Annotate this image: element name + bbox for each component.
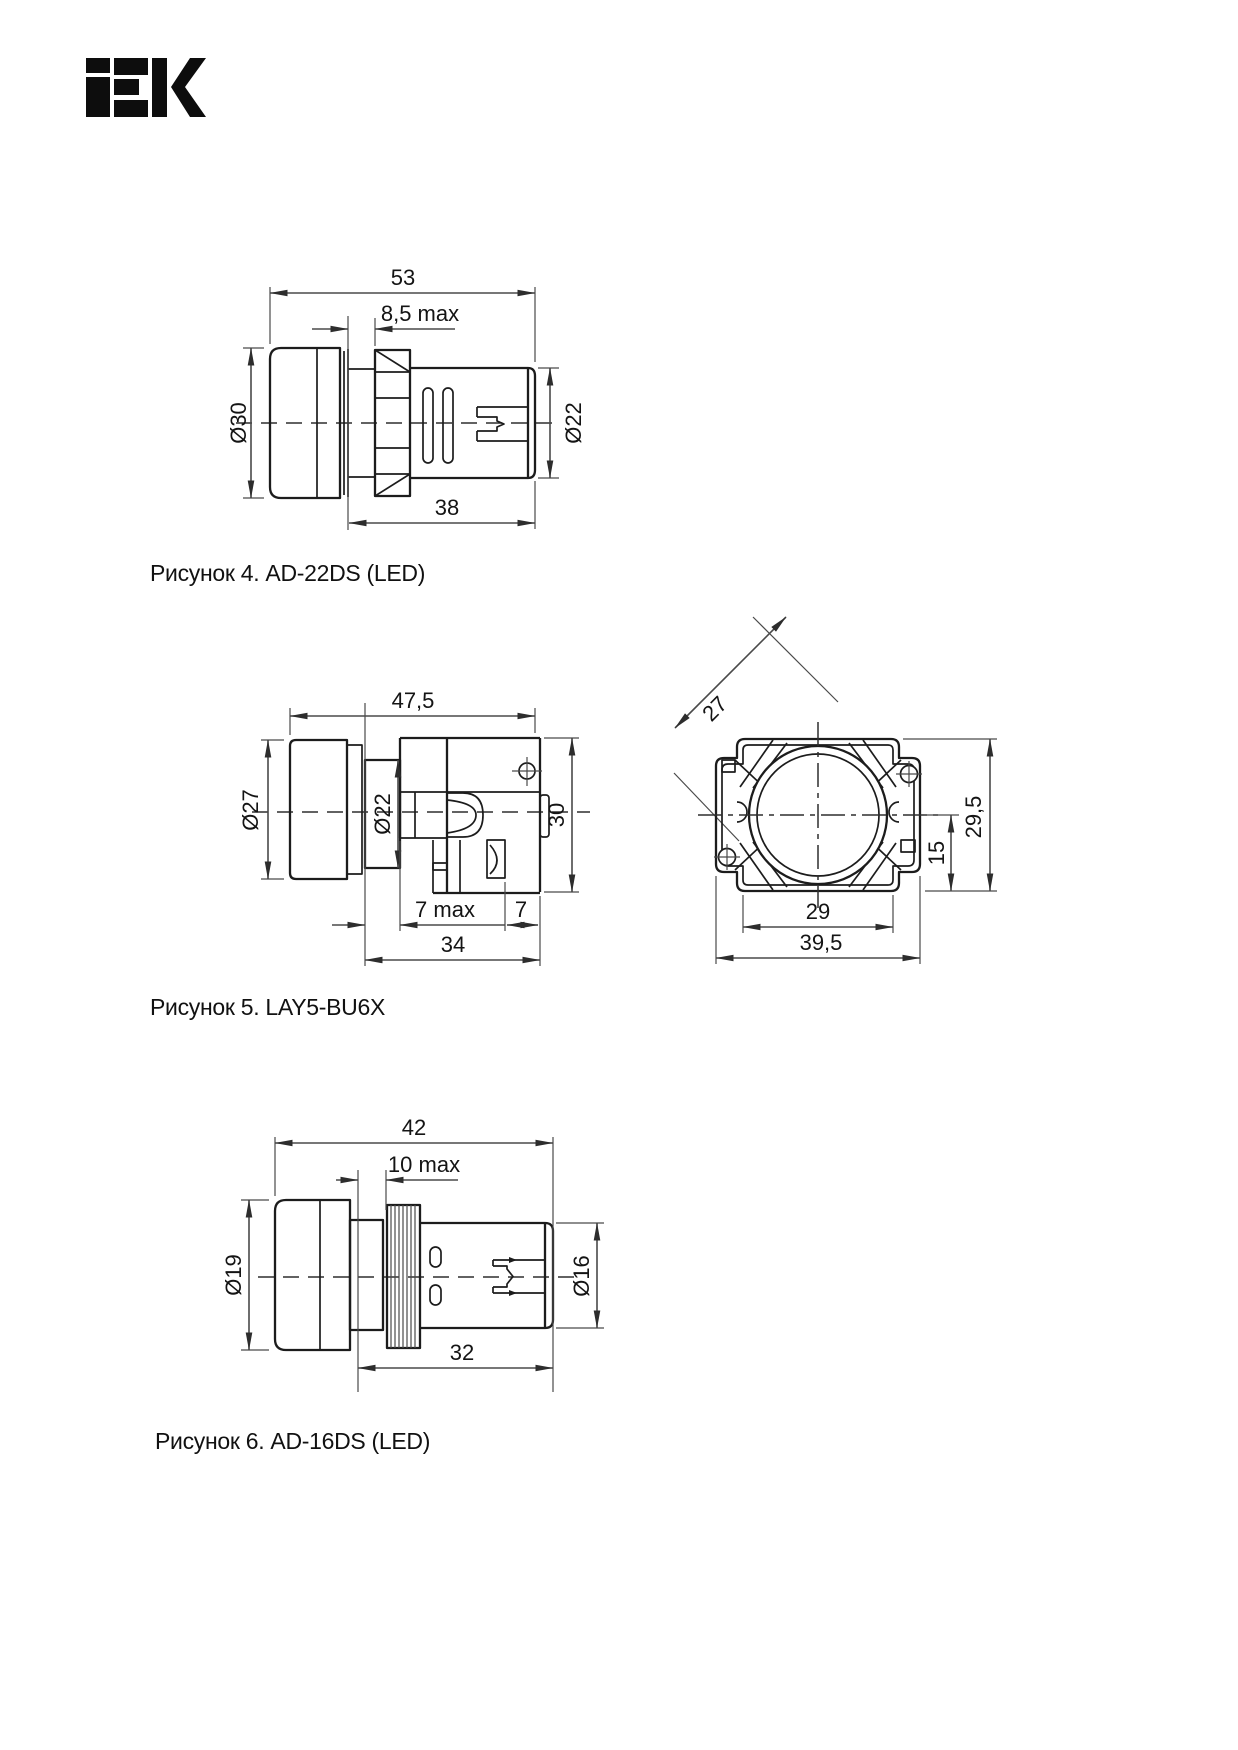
fig5-caption: Рисунок 5. LAY5-BU6X	[150, 994, 386, 1020]
fig5-dim-total-length: 47,5	[391, 688, 435, 713]
fig4-ad22ds-drawing	[226, 265, 586, 530]
fig5-dim-corner-diagonal: 27	[697, 691, 733, 727]
fig6-caption: Рисунок 6. AD-16DS (LED)	[155, 1428, 431, 1454]
fig5-lay5-side-view	[238, 688, 590, 966]
fig5-dim-panel-thickness: 7 max	[415, 897, 475, 922]
fig4-dim-total-length: 53	[390, 265, 416, 290]
fig6-ad16ds-drawing	[221, 1115, 604, 1392]
fig5-dim-body-height: 30	[544, 802, 569, 828]
fig6-dim-bezel-diameter: Ø19	[221, 1254, 246, 1296]
fig4-dim-body-diameter: Ø22	[561, 402, 586, 444]
fig5-dim-cutout-width: 29	[805, 899, 831, 924]
fig5-dim-bezel-diameter: Ø27	[238, 789, 263, 831]
fig4-dim-body-length: 38	[434, 495, 460, 520]
fig6-dim-body-length: 32	[449, 1340, 475, 1365]
fig5-dim-body-length: 34	[440, 932, 466, 957]
fig6-dim-panel-thickness: 10 max	[387, 1152, 461, 1177]
fig5-dim-total-width: 39,5	[799, 930, 843, 955]
fig4-caption: Рисунок 4. AD-22DS (LED)	[150, 560, 426, 586]
fig5-dim-center-to-bottom: 15	[924, 840, 949, 866]
fig5-lay5-front-view	[674, 617, 997, 964]
fig5-dim-thread-diameter: Ø22	[370, 793, 395, 835]
fig5-dim-rear-depth: 7	[514, 897, 528, 922]
fig4-dim-bezel-diameter: Ø30	[226, 402, 251, 444]
fig4-dim-panel-thickness: 8,5 max	[380, 301, 460, 326]
fig5-dim-total-height: 29,5	[961, 795, 986, 839]
fig6-dim-total-length: 42	[401, 1115, 427, 1140]
fig6-knurl-lines	[391, 1205, 415, 1348]
fig6-dim-body-diameter: Ø16	[569, 1255, 594, 1297]
